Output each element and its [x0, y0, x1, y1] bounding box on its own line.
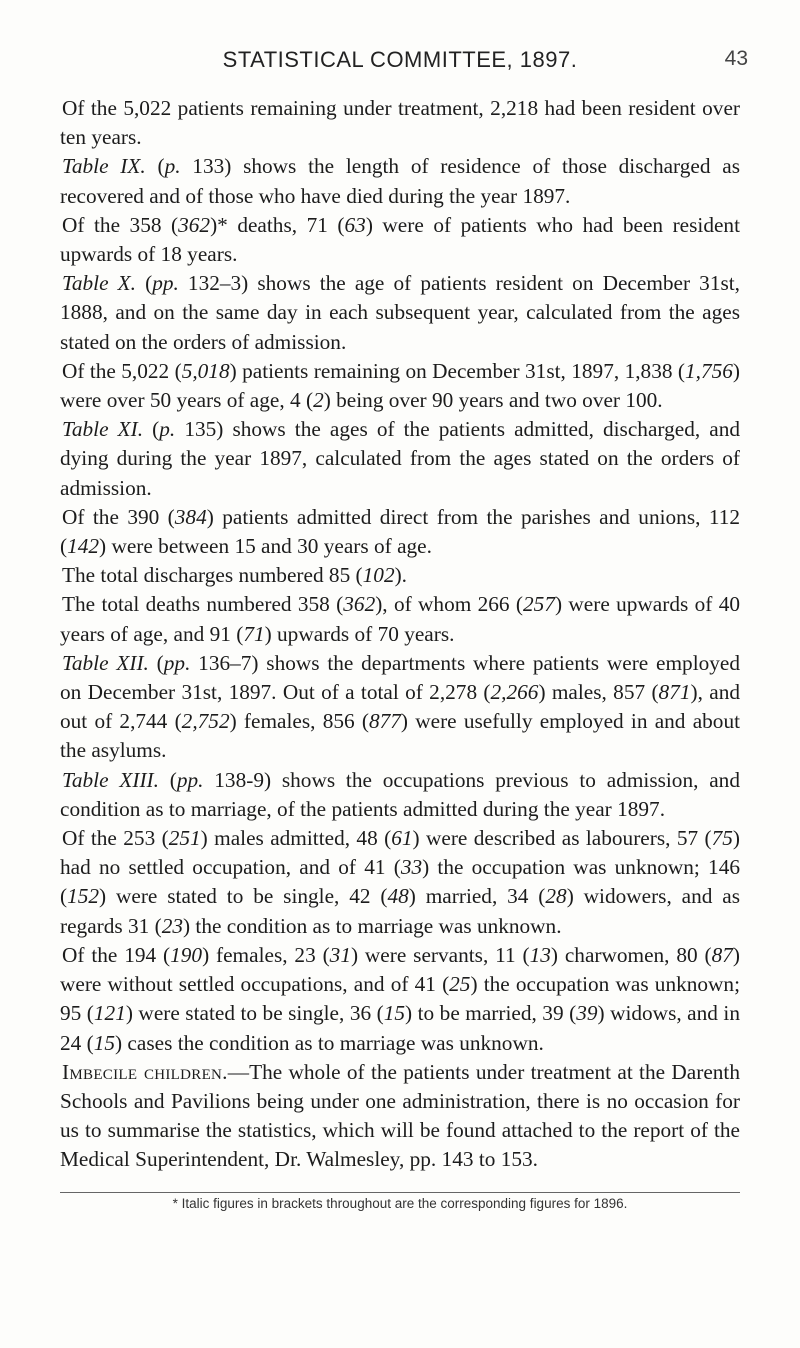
- paragraph: The total discharges numbered 85 (102).: [62, 563, 408, 588]
- footnote-divider: [60, 1192, 740, 1193]
- page-number: 43: [724, 47, 748, 70]
- paragraph: Of the 5,022 (5,018) patients remaining on December 31st, 1897, 1,838 (1,756) were over 50 years of age, 4 (2) being over 90 years and two over 100.: [60, 358, 740, 413]
- paragraph: Of the 358 (362)* deaths, 71 (63) were of patients who had been resident upwards of 18 years.: [60, 212, 740, 267]
- page-title: STATISTICAL COMMITTEE, 1897.: [222, 47, 578, 72]
- paragraph: Table IX. (p. 133) shows the length of residence of those discharged as recovered and of those who have died during the year 1897.: [60, 154, 740, 208]
- paragraph: Table XIII. (pp. 138-9) shows the occupations previous to admission, and condition as to marriage, of the patients admitted during the year 1897.: [60, 767, 740, 821]
- footnote: * Italic figures in brackets throughout are the corresponding figures for 1896.: [172, 1196, 628, 1211]
- paragraph: Of the 194 (190) females, 23 (31) were servants, 11 (13) charwomen, 80 (87) were without settled occupations, and of 41 (25) the occupation was unknown; 95 (121) were stated to be single, 36 (15) to be married, 39 (39) widows, and in 24 (15) cases the condition as to marriage was unknown.: [60, 942, 741, 1055]
- section-heading: Imbecile children.: [62, 1059, 228, 1084]
- body-text: [60, 94, 740, 1175]
- paragraph: Table X. (pp. 132–3) shows the age of patients resident on December 31st, 1888, and on the same day in each subsequent year, calculated from the ages stated on the orders of admission.: [60, 271, 741, 354]
- paragraph: Imbecile children.—The whole of the patients under treatment at the Darenth Schools and Pavilions being under one administration, there is no occasion for us to summarise the statistics, which will be found attached to the report of the Medical Superintendent, Dr. Walmesley, pp. 143 to 153.: [60, 1059, 740, 1172]
- paragraph: The total deaths numbered 358 (362), of whom 266 (257) were upwards of 40 years of age, and 91 (71) upwards of 70 years.: [60, 592, 740, 646]
- paragraph: Of the 5,022 patients remaining under treatment, 2,218 had been resident over ten years.: [60, 96, 740, 150]
- paragraph: Of the 253 (251) males admitted, 48 (61) were described as labourers, 57 (75) had no settled occupation, and of 41 (33) the occupation was unknown; 146 (152) were stated to be single, 42 (48) married, 34 (28) widowers, and as regards 31 (23) the condition as to marriage was unknown.: [60, 826, 741, 938]
- paragraph: Table XII. (pp. 136–7) shows the departments where patients were employed on December 31st, 1897. Out of a total of 2,278 (2,266) males, 857 (871), and out of 2,744 (2,752) females, 856 (877) were usefully employed in and about the asylums.: [60, 650, 741, 763]
- paragraph: Table XI. (p. 135) shows the ages of the patients admitted, discharged, and dying during the year 1897, calculated from the ages stated on the orders of admission.: [60, 417, 741, 500]
- running-header: [0, 47, 800, 87]
- paragraph: Of the 390 (384) patients admitted direct from the parishes and unions, 112 (142) were between 15 and 30 years of age.: [60, 504, 740, 559]
